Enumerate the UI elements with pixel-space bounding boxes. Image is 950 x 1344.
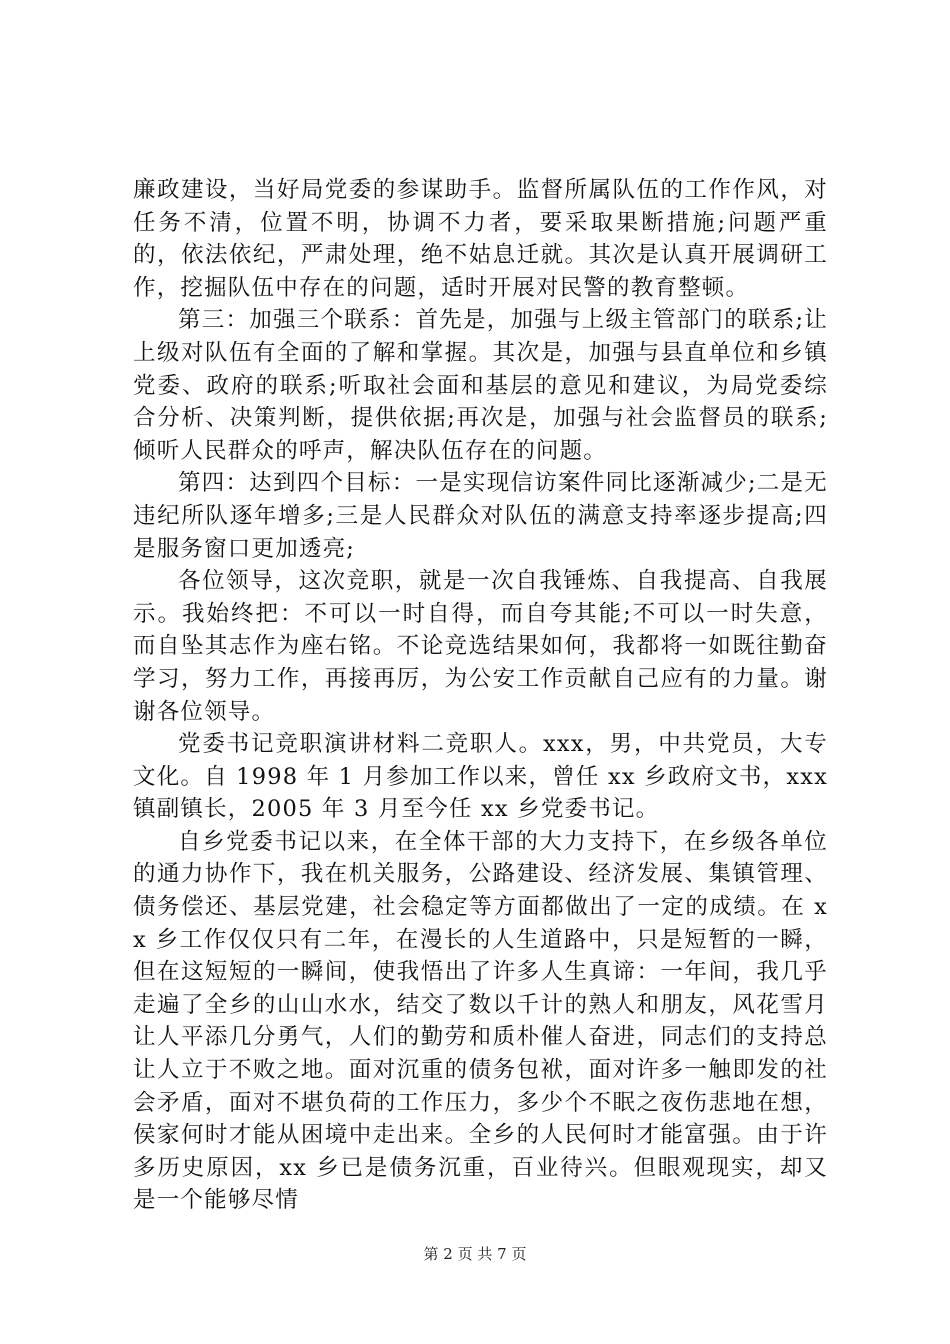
paragraph: 各位领导，这次竞职，就是一次自我锤炼、自我提高、自我展示。我始终把：不可以一时自得，而自夸其能;不可以一时失意，而自坠其志作为座右铭。不论竞选结果如何，我都将一如既往勤奋学习，努力工作，再接再厉，为公安工作贡献自己应有的力量。谢谢各位领导。 bbox=[133, 568, 828, 725]
paragraph: 第三：加强三个联系：首先是，加强与上级主管部门的联系;让上级对队伍有全面的了解和掌握。其次是，加强与县直单位和乡镇党委、政府的联系;听取社会面和基层的意见和建议，为局党委综合分析、决策判断，提供依据;再次是，加强与社会监督员的联系;倾听人民群众的呼声，解决队伍存在的问题。 bbox=[133, 307, 828, 464]
paragraph: 自乡党委书记以来，在全体干部的大力支持下，在乡级各单位的通力协作下，我在机关服务，公路建设、经济发展、集镇管理、债务偿还、基层党建，社会稳定等方面都做出了一定的成绩。在 xx 乡工作仅仅只有二年，在漫长的人生道路中，只是短暂的一瞬，但在这短短的一瞬间，使我悟出了许多人生真谛：一年间，我几乎走遍了全乡的山山水水，结交了数以千计的熟人和朋友，风花雪月让人平添几分勇气，人们的勤劳和质朴催人奋进，同志们的支持总让人立于不败之地。面对沉重的债务包袱，面对许多一触即发的社会矛盾，面对不堪负荷的工作压力，多少个不眠之夜伤悲地在想，侯家何时才能从困境中走出来。全乡的人民何时才能富强。由于许多历史原因，xx 乡已是债务沉重，百业待兴。但眼观现实，却又是一个能够尽情 bbox=[133, 828, 828, 1214]
document-body bbox=[133, 174, 828, 1217]
page-number: 第 2 页 共 7 页 bbox=[423, 1245, 527, 1263]
paragraph: 第四：达到四个目标：一是实现信访案件同比逐渐减少;二是无违纪所队逐年增多;三是人民群众对队伍的满意支持率逐步提高;四是服务窗口更加透亮; bbox=[133, 470, 828, 562]
page-footer bbox=[0, 1244, 950, 1264]
paragraph: 党委书记竞职演讲材料二竞职人。xxx，男，中共党员，大专文化。自 1998 年 1 月参加工作以来，曾任 xx 乡政府文书，xxx 镇副镇长，2005 年 3 月至今任 xx 乡党委书记。 bbox=[133, 731, 828, 823]
paragraph: 廉政建设，当好局党委的参谋助手。监督所属队伍的工作作风，对任务不清，位置不明，协调不力者，要采取果断措施;问题严重的，依法依纪，严肃处理，绝不姑息迁就。其次是认真开展调研工作，挖掘队伍中存在的问题，适时开展对民警的教育整顿。 bbox=[133, 177, 828, 301]
